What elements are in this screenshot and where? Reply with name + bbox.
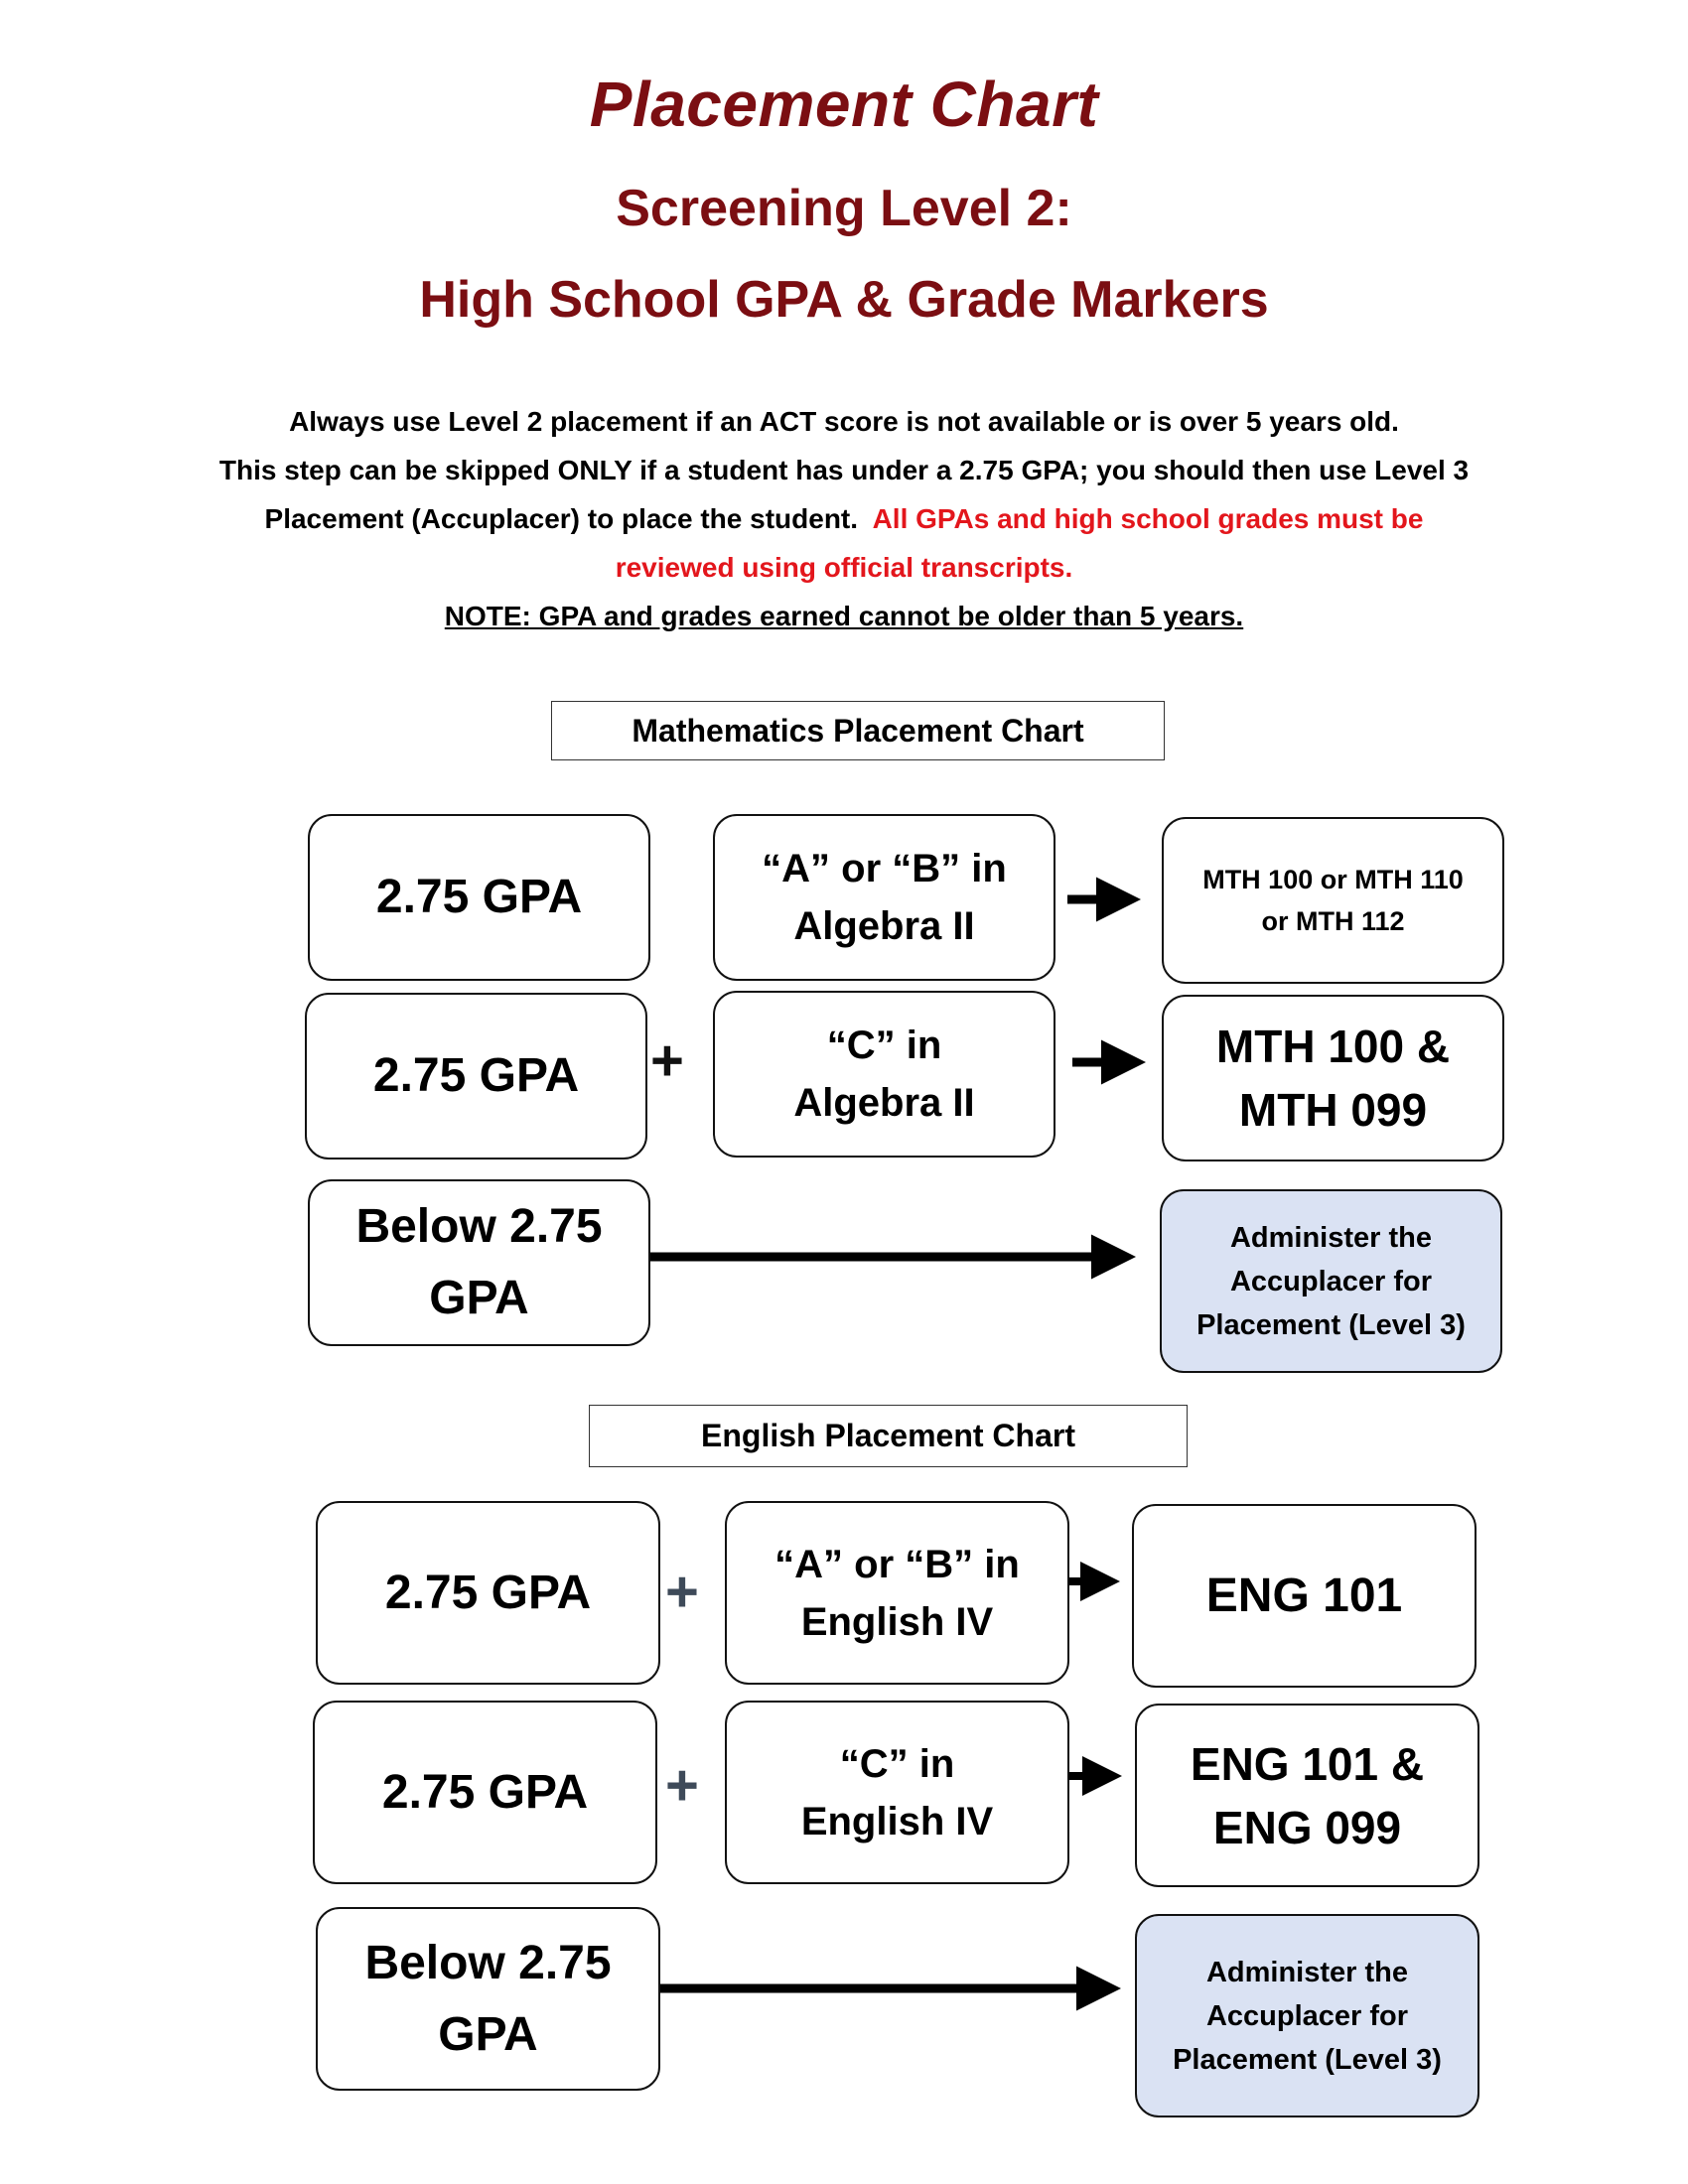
math-row2-grade-box xyxy=(713,991,1055,1158)
math-row3-gpa-line1: Below 2.75 xyxy=(355,1200,603,1253)
math-row2-result-line2: MTH 099 xyxy=(1238,1084,1428,1136)
eng-row2-gpa: 2.75 GPA xyxy=(381,1765,589,1819)
eng-row1-gpa: 2.75 GPA xyxy=(384,1566,592,1619)
math-row1-result-line1: MTH 100 or MTH 110 xyxy=(1202,865,1464,894)
math-row2-gpa-box xyxy=(305,993,647,1160)
math-row1-gpa-box xyxy=(308,814,650,981)
eng-row1-grade-line1: “A” or “B” in xyxy=(774,1542,1020,1586)
page-subtitle-2: High School GPA & Grade Markers xyxy=(419,271,1269,329)
english-chart-title: English Placement Chart xyxy=(589,1405,1188,1467)
eng-row2-grade-line2: English IV xyxy=(800,1799,994,1843)
eng-row2-grade-line1: “C” in xyxy=(839,1741,955,1786)
math-row1-result-line2: or MTH 112 xyxy=(1261,906,1405,936)
eng-row2-gpa-box xyxy=(313,1701,657,1884)
math-row3-result-line2: Accuplacer for xyxy=(1229,1265,1433,1297)
intro-line-2: This step can be skipped ONLY if a student has under a 2.75 GPA; you should then use Level 3 xyxy=(218,455,1470,485)
eng-row1-grade-line2: English IV xyxy=(800,1599,994,1644)
intro-line-3-text: Placement (Accuplacer) to place the student. xyxy=(264,503,859,534)
eng-row3-result-line3: Placement (Level 3) xyxy=(1173,2043,1442,2076)
eng-row2-result-line1: ENG 101 & xyxy=(1190,1737,1425,1790)
math-row2-plus: + xyxy=(650,1028,684,1093)
eng-row1-plus: + xyxy=(665,1560,699,1624)
intro-line-1: Always use Level 2 placement if an ACT score is not available or is over 5 years old. xyxy=(289,406,1399,437)
math-row2-gpa: 2.75 GPA xyxy=(372,1049,580,1102)
eng-row1-result-box xyxy=(1132,1504,1477,1688)
math-row2-result-line1: MTH 100 & xyxy=(1215,1021,1451,1072)
eng-row3-result-line2: Accuplacer for xyxy=(1205,1999,1409,2032)
eng-row1-gpa-box xyxy=(316,1501,660,1685)
eng-row2-plus: + xyxy=(665,1753,699,1818)
math-row3-gpa-box xyxy=(308,1179,650,1346)
page-title: Placement Chart xyxy=(589,68,1099,140)
math-row1-result-box xyxy=(1162,817,1504,984)
intro-note-text: NOTE: GPA and grades earned cannot be older than 5 years. xyxy=(444,601,1244,631)
eng-row3-gpa-box xyxy=(316,1907,660,2091)
eng-row1-result: ENG 101 xyxy=(1205,1569,1403,1622)
math-chart-title: Mathematics Placement Chart xyxy=(551,701,1165,760)
eng-row3-result-line1: Administer the xyxy=(1205,1956,1408,1988)
math-row3-result-line1: Administer the xyxy=(1229,1221,1432,1254)
math-row2-grade-line1: “C” in xyxy=(826,1024,942,1067)
math-row1-grade-line2: Algebra II xyxy=(793,904,975,948)
eng-row1-grade-box xyxy=(725,1501,1069,1685)
math-row2-result-box xyxy=(1162,995,1504,1161)
math-row1-grade-box xyxy=(713,814,1055,981)
intro-line-3-red: All GPAs and high school grades must be xyxy=(872,503,1424,534)
eng-row3-result-box xyxy=(1135,1914,1479,2117)
eng-row2-result-box xyxy=(1135,1704,1479,1887)
intro-line-4: reviewed using official transcripts. xyxy=(615,552,1073,583)
math-row3-result-box xyxy=(1160,1189,1502,1373)
eng-row2-result-line2: ENG 099 xyxy=(1212,1801,1402,1853)
math-row3-gpa-line2: GPA xyxy=(429,1272,529,1324)
eng-row3-gpa-line2: GPA xyxy=(438,2007,538,2061)
page-subtitle: Screening Level 2: xyxy=(616,180,1072,237)
math-row1-grade-line1: “A” or “B” in xyxy=(762,847,1007,890)
eng-row2-grade-box xyxy=(725,1701,1069,1884)
eng-row3-gpa-line1: Below 2.75 xyxy=(364,1936,612,1989)
math-row3-result-line3: Placement (Level 3) xyxy=(1196,1308,1466,1341)
math-row2-grade-line2: Algebra II xyxy=(793,1081,975,1125)
math-row1-gpa: 2.75 GPA xyxy=(375,871,583,923)
